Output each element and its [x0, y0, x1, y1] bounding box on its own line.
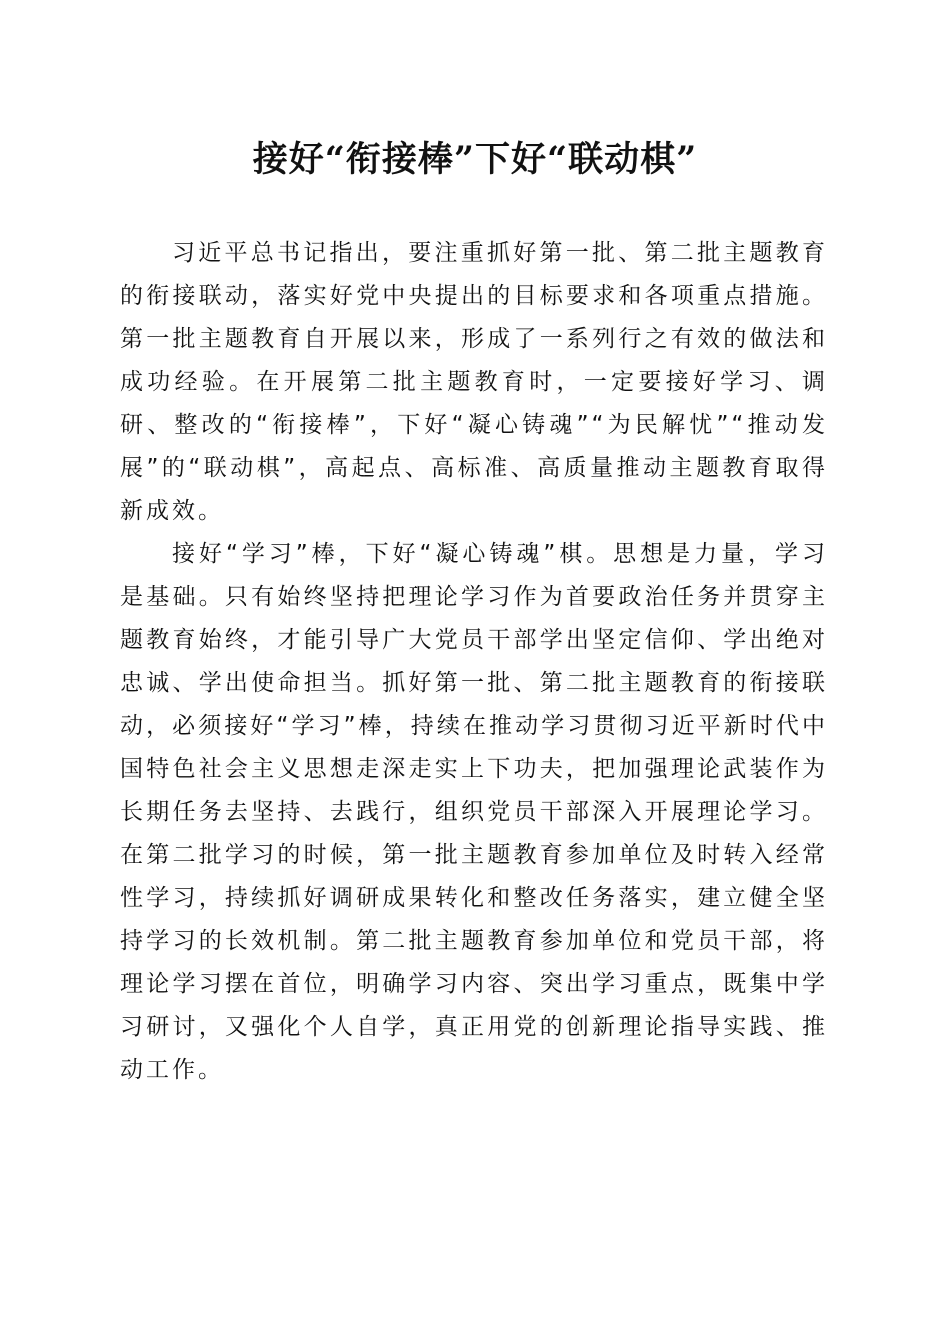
paragraph-study: 接好“学习”棒，下好“凝心铸魂”棋。思想是力量，学习是基础。只有始终坚持把理论学习作为首要政治任务并贯穿主题教育始终，才能引导广大党员干部学出坚定信仰、学出绝对忠诚、学出使命担当。抓好第一批、第二批主题教育的衔接联动，必须接好“学习”棒，持续在推动学习贯彻习近平新时代中国特色社会主义思想走深走实上下功夫，把加强理论武装作为长期任务去坚持、去践行，组织党员干部深入开展理论学习。在第二批学习的时候，第一批主题教育参加单位及时转入经常性学习，持续抓好调研成果转化和整改任务落实，建立健全坚持学习的长效机制。第二批主题教育参加单位和党员干部，将理论学习摆在首位，明确学习内容、突出学习重点，既集中学习研讨，又强化个人自学，真正用党的创新理论指导实践、推动工作。: [120, 541, 828, 1083]
paragraph-intro: 习近平总书记指出，要注重抓好第一批、第二批主题教育的衔接联动，落实好党中央提出的目标要求和各项重点措施。第一批主题教育自开展以来，形成了一系列行之有效的做法和成功经验。在开展第二批主题教育时，一定要接好学习、调研、整改的“衔接棒”，下好“凝心铸魂”“为民解忧”“推动发展”的“联动棋”，高起点、高标准、高质量推动主题教育取得新成效。: [120, 240, 828, 524]
document-title: 接好“衔接棒”下好“联动棋”: [252, 139, 698, 180]
document-body: [120, 232, 828, 1092]
